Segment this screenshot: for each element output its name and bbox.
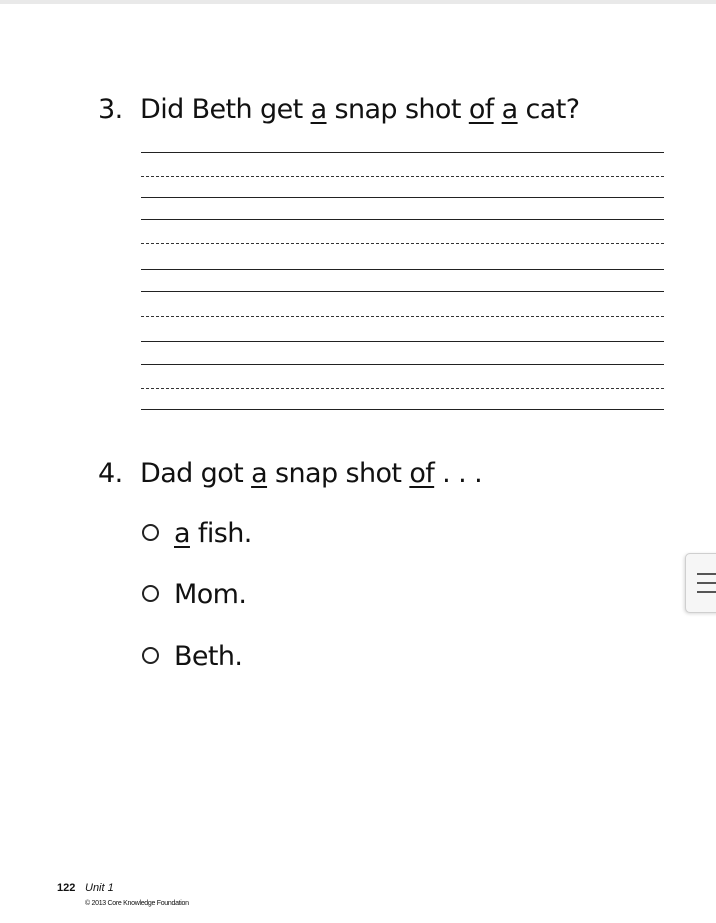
question-text: Dad got a snap shot of . . . <box>140 458 483 489</box>
mid-line <box>141 176 664 177</box>
option-label: fish. <box>189 518 252 549</box>
mid-line <box>141 316 664 317</box>
top-line <box>141 364 664 365</box>
base-line <box>141 341 664 342</box>
question-4 <box>98 460 482 487</box>
top-line <box>141 152 664 153</box>
top-line <box>141 219 664 220</box>
question-text: Did Beth get a snap shot of a cat? <box>140 94 580 125</box>
option-label: Mom. <box>174 579 247 610</box>
question-number: 4. <box>98 458 123 489</box>
top-line <box>141 291 664 292</box>
question-number: 3. <box>98 94 123 125</box>
page-number: 122 <box>57 882 76 894</box>
side-menu-button[interactable] <box>685 553 716 613</box>
base-line <box>141 197 664 198</box>
top-bar <box>0 0 716 4</box>
base-line <box>141 409 664 410</box>
answer-option-mom[interactable] <box>142 581 246 608</box>
mid-line <box>141 388 664 389</box>
answer-option-beth[interactable] <box>142 643 242 670</box>
question-3 <box>98 96 579 123</box>
radio-circle-icon[interactable] <box>142 524 159 541</box>
copyright-notice: © 2013 Core Knowledge Foundation <box>85 900 189 907</box>
radio-circle-icon[interactable] <box>142 647 159 664</box>
mid-line <box>141 243 664 244</box>
radio-circle-icon[interactable] <box>142 585 159 602</box>
option-underlined-word: a <box>174 518 190 549</box>
base-line <box>141 269 664 270</box>
answer-option-fish[interactable] <box>142 520 252 547</box>
handwriting-lines[interactable] <box>141 152 664 414</box>
option-label: Beth. <box>174 641 243 672</box>
unit-label: Unit 1 <box>85 882 114 894</box>
